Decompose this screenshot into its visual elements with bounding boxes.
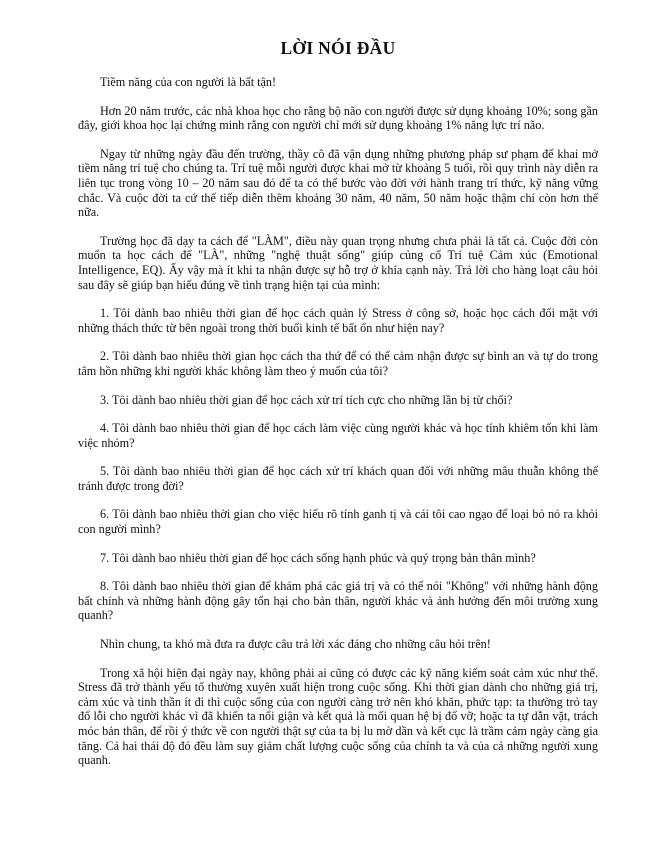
page-title: LỜI NÓI ĐẦU <box>280 38 396 58</box>
question-8: 8. Tôi dành bao nhiêu thời gian để khám phá các giá trị và có thể nói "Không" với những hành động bất chính và những hành động gây tổn hại cho bản thân, người khác và ảnh hưởng đến môi trường xung quanh? <box>78 579 598 623</box>
paragraph-school: Ngay từ những ngày đầu đến trường, thầy cô đã vận dụng những phương pháp sư phạm để khai mở tiềm năng trí tuệ cho chúng ta. Trí tuệ mỗi người được khai mở từ khoảng 5 tuổi, rồi quy trình này diễn ra liên tục trong vòng 10 – 20 năm sau đó để ta có thể bước vào đời với hành trang trí thức, kỹ năng vững chắc. Và cuộc đời ta cứ thế tiếp diễn thêm khoảng 30 năm, 40 năm, 50 năm hoặc thậm chí còn hơn thế nữa. <box>78 146 598 220</box>
paragraph-intro: Tiềm năng của con người là bất tận! <box>100 75 277 89</box>
question-2: 2. Tôi dành bao nhiêu thời gian học cách tha thứ để có thể cảm nhận được sự bình an và tự do trong tâm hồn những khi người khác không làm theo ý muốn của tôi? <box>78 349 598 378</box>
question-4: 4. Tôi dành bao nhiêu thời gian để học cách làm việc cùng người khác và học tính khiêm tốn khi làm việc nhóm? <box>78 421 598 450</box>
paragraph-summary: Nhìn chung, ta khó mà đưa ra được câu trả lời xác đáng cho những câu hỏi trên! <box>100 637 491 652</box>
question-5: 5. Tôi dành bao nhiêu thời gian để học cách xử trí khách quan đối với những mâu thuẫn không thể tránh được trong đời? <box>78 464 598 493</box>
paragraph-brain-usage: Hơn 20 năm trước, các nhà khoa học cho rằng bộ não con người được sử dụng khoảng 10%; song gần đây, giới khoa học lại chứng minh rằng con người chỉ mới sử dụng khoảng 1% năng lực trí não. <box>78 103 598 133</box>
document-page <box>78 38 598 782</box>
question-7: 7. Tôi dành bao nhiêu thời gian để học cách sống hạnh phúc và quý trọng bản thân mình? <box>100 550 536 565</box>
question-3: 3. Tôi dành bao nhiêu thời gian để học cách xử trí tích cực cho những lần bị từ chối? <box>100 392 513 407</box>
paragraph-modern-society: Trong xã hội hiện đại ngày nay, không phải ai cũng có được các kỹ năng kiểm soát cảm xúc như thế. Stress đã trở thành yếu tố thường xuyên xuất hiện trong cuộc sống. Khi thời gian dành cho những giá trị, cảm xúc và tinh thần ít đi thì cuộc sống của con người càng trở nên khó khăn, phức tạp: ta thường trỏ tay đổ lỗi cho người khác vì đã khiến ta nổi giận và kết quả là mối quan hệ bị đổ vỡ; hoặc ta tự dằn vặt, trách móc bản thân, để rồi ý thức về con người thật sự của ta bị lu mờ dần và kết cục là trầm cảm ngày càng gia tăng. Cả hai thái độ đó đều làm suy giảm chất lượng cuộc sống của chính ta và của cả những người xung quanh. <box>78 665 598 768</box>
question-1: 1. Tôi dành bao nhiêu thời gian để học cách quản lý Stress ở công sở, hoặc học cách đối mặt với những thách thức từ bên ngoài trong thời buổi kinh tế bất ổn như hiện nay? <box>78 306 598 335</box>
paragraph-eq: Trường học đã dạy ta cách để "LÀM", điều này quan trọng nhưng chưa phải là tất cả. Cuộc đời còn muốn ta học cách để "LÀ", những "nghệ thuật sống" giúp củng cố Trí tuệ Cảm xúc (Emotional Intelligence, EQ). Ấy vậy mà ít khi ta nhận được sự hỗ trợ ở khía cạnh này. Trả lời cho hàng loạt câu hỏi sau đây sẽ giúp bạn hiểu đúng về tình trạng hiện tại của mình: <box>78 233 598 292</box>
question-6: 6. Tôi dành bao nhiêu thời gian cho việc hiểu rõ tính ganh tị và cái tôi cao ngạo để loại bỏ nó ra khỏi con người mình? <box>78 507 598 537</box>
